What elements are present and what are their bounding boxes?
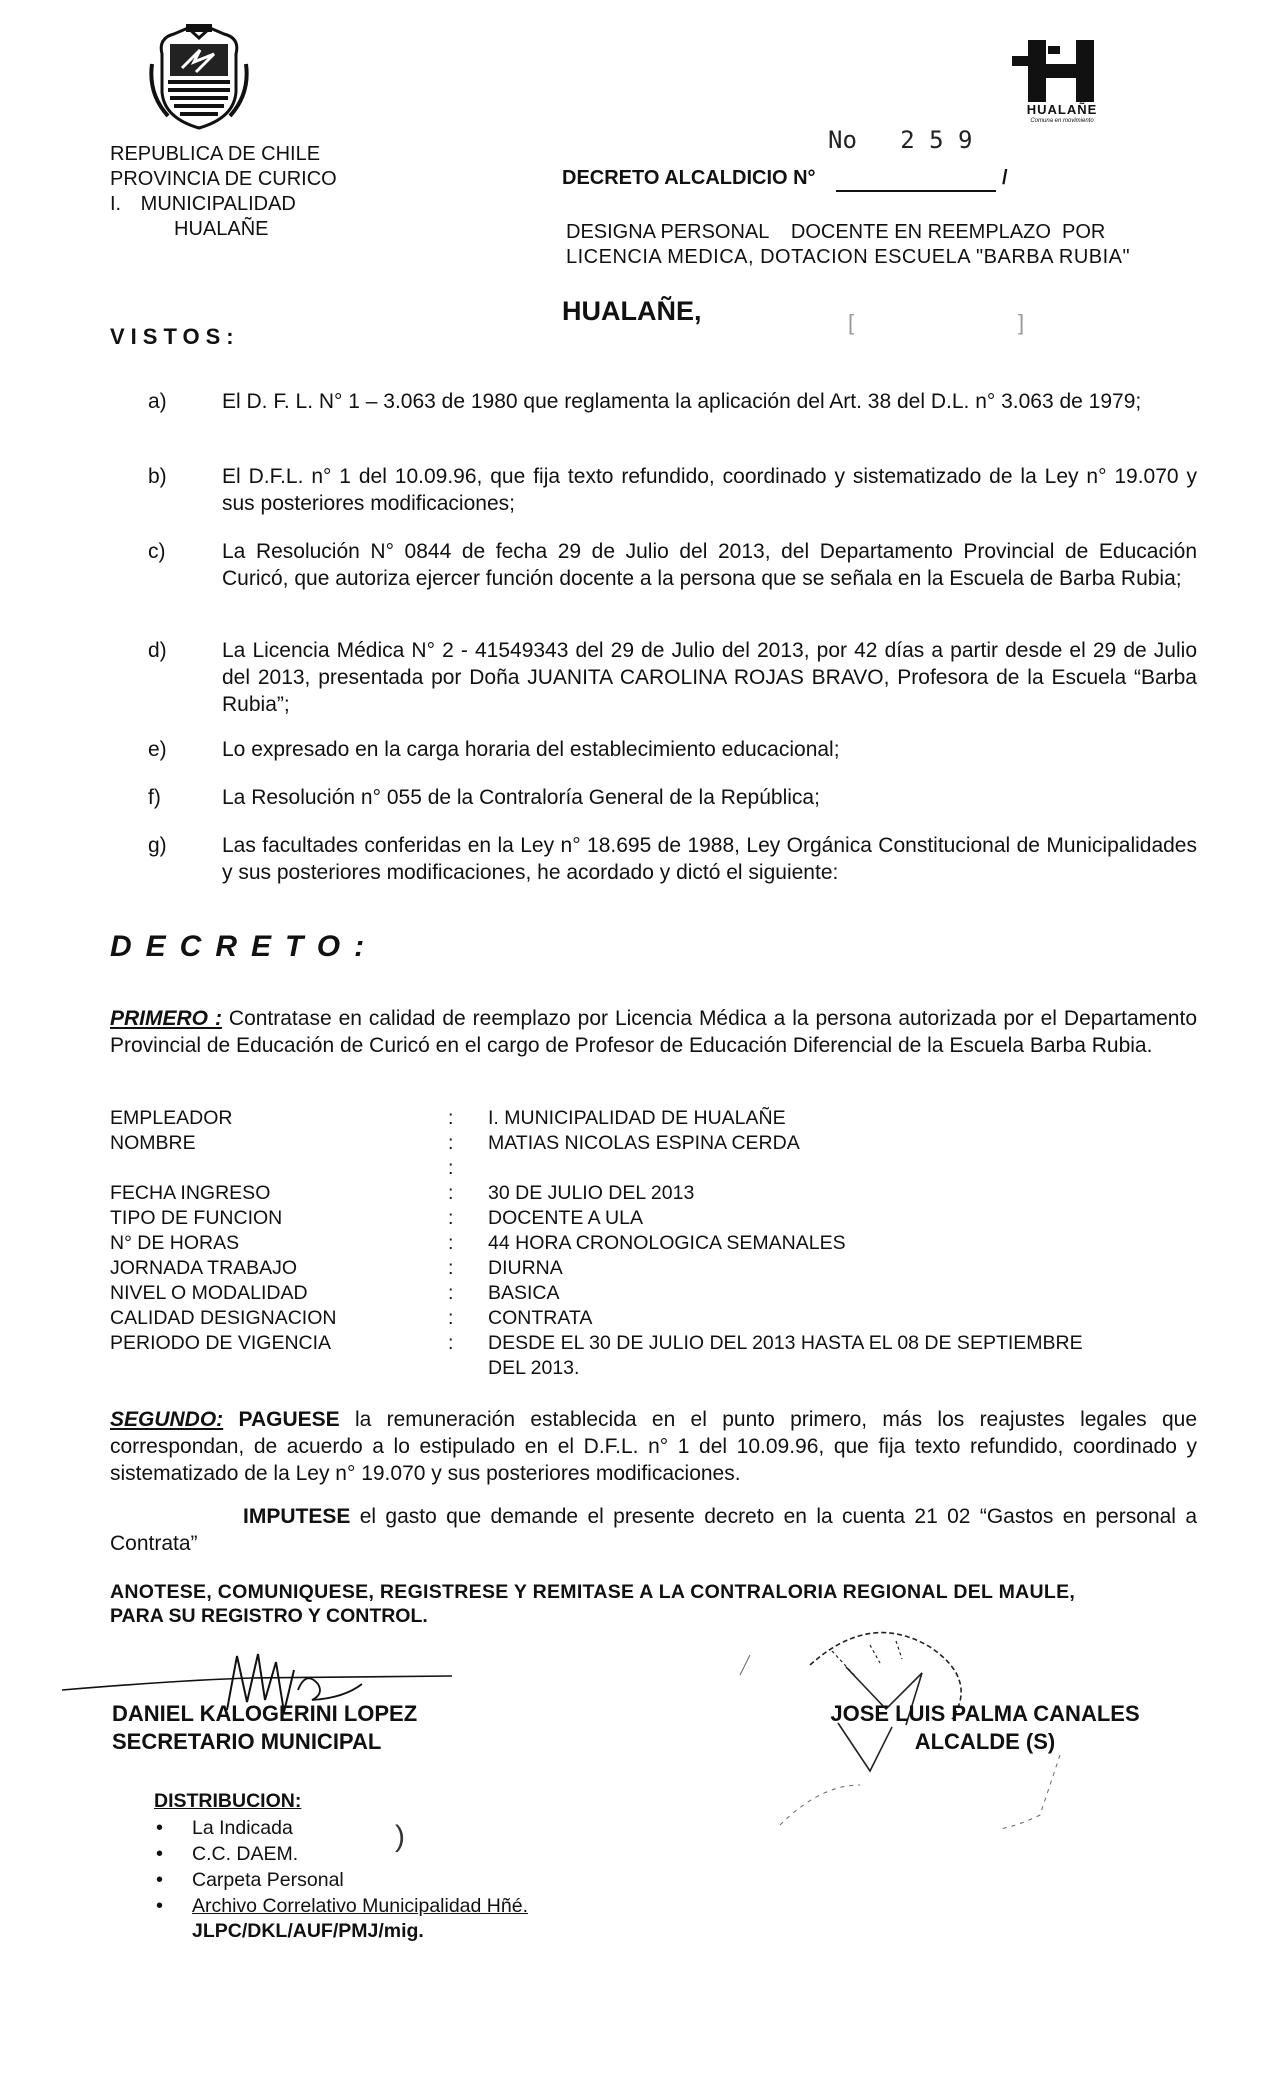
left-signer-block	[112, 1700, 417, 1756]
vistos-text-d: La Licencia Médica N° 2 - 41549343 del 29 de Julio del 2013, por 42 días a partir desde el 29 de Julio del 2013, presentada por Doña JUANITA CAROLINA ROJAS BRAVO, Profesora de la Escuela “Barba Rubia”;	[222, 639, 1197, 716]
bracket-mark: )	[395, 1820, 405, 1853]
logo-text: HUALAÑE	[1026, 102, 1098, 117]
segundo-paguese: PAGUESE	[223, 1408, 340, 1431]
place-heading: HUALAÑE,	[562, 296, 702, 326]
field-value: DOCENTE A ULA	[488, 1207, 643, 1229]
field-key: JORNADA TRABAJO	[110, 1257, 298, 1279]
field-value: DIURNA	[488, 1257, 563, 1279]
field-colon: :	[448, 1282, 454, 1304]
field-value: 30 DE JULIO DEL 2013	[488, 1182, 695, 1204]
field-key: TIPO DE FUNCION	[110, 1207, 283, 1229]
vistos-label-a: a)	[148, 390, 167, 413]
table-row	[110, 1281, 1210, 1306]
table-row	[110, 1231, 1210, 1256]
vistos-label-e: e)	[148, 738, 167, 761]
field-colon: :	[448, 1107, 454, 1129]
vistos-text-a: El D. F. L. N° 1 – 3.063 de 1980 que reglamenta la aplicación del Art. 38 del D.L. n° 3.063 de 1979;	[222, 390, 1142, 413]
field-value: 44 HORA CRONOLOGICA SEMANALES	[488, 1232, 846, 1254]
vistos-heading: VISTOS:	[110, 324, 240, 349]
field-colon: :	[448, 1157, 454, 1179]
header-left-block	[110, 142, 410, 242]
subject-line-2: LICENCIA MEDICA, DOTACION ESCUELA "BARBA RUBIA"	[566, 246, 1131, 268]
field-value: CONTRATA	[488, 1307, 593, 1329]
header-municipalidad: I. MUNICIPALIDAD	[110, 193, 296, 215]
vistos-label-d: d)	[148, 639, 167, 662]
vistos-label-b: b)	[148, 465, 167, 488]
right-signer-name: JOSE LUIS PALMA CANALES	[830, 1701, 1140, 1726]
header-hualane: HUALAÑE	[174, 218, 269, 240]
table-row	[110, 1331, 1210, 1356]
vistos-text-g: Las facultades conferidas en la Ley n° 18.695 de 1988, Ley Orgánica Constitucional de Municipalidades y sus posteriores modificaciones, he acordado y dictó el siguiente:	[222, 834, 1197, 884]
field-key: NIVEL O MODALIDAD	[110, 1282, 308, 1304]
field-value: DESDE EL 30 DE JULIO DEL 2013 HASTA EL 08 DE SEPTIEMBRE	[488, 1332, 1083, 1354]
vistos-label-g: g)	[148, 834, 167, 857]
vistos-text-c: La Resolución N° 0844 de fecha 29 de Julio del 2013, del Departamento Provincial de Educación Curicó, que autoriza ejercer función docente a la persona que se señala en la Escuela de Barba Rubia;	[222, 540, 1197, 590]
table-row	[110, 1106, 1210, 1131]
list-item: • Archivo Correlativo Municipalidad Hñé.	[154, 1893, 654, 1919]
table-row	[110, 1306, 1210, 1331]
field-colon: :	[448, 1332, 454, 1354]
field-value: BASICA	[488, 1282, 560, 1304]
anotese-line-1: ANOTESE, COMUNIQUESE, REGISTRESE Y REMITASE A LA CONTRALORIA REGIONAL DEL MAULE,	[110, 1581, 1076, 1603]
table-row	[110, 1356, 1210, 1381]
imputese-label: IMPUTESE	[243, 1505, 351, 1528]
field-key: NOMBRE	[110, 1132, 196, 1154]
vistos-text-f: La Resolución n° 055 de la Contraloría General de la República;	[222, 786, 820, 809]
decree-number-handwritten: No 2 5 9	[828, 126, 973, 154]
field-key: EMPLEADOR	[110, 1107, 233, 1129]
primero-label: PRIMERO :	[110, 1007, 222, 1030]
table-row	[110, 1181, 1210, 1206]
date-stamp-faint: [ ]	[848, 310, 1025, 335]
logo-tagline: Comuna en movimiento	[1030, 118, 1094, 124]
hualane-logo	[1012, 34, 1112, 134]
imputese-text: el gasto que demande el presente decreto en la cuenta 21 02 “Gastos en personal a Contrata”	[110, 1505, 1197, 1555]
segundo-label: SEGUNDO:	[110, 1408, 224, 1431]
left-signer-name: DANIEL KALOGERINI LOPEZ	[112, 1701, 418, 1726]
field-key: N° DE HORAS	[110, 1232, 240, 1254]
reference-initials: JLPC/DKL/AUF/PMJ/mig.	[192, 1920, 424, 1942]
primero-paragraph	[110, 1005, 1197, 1059]
field-value: I. MUNICIPALIDAD DE HUALAÑE	[488, 1107, 786, 1129]
field-key: PERIODO DE VIGENCIA	[110, 1332, 332, 1354]
vistos-text-e: Lo expresado en la carga horaria del establecimiento educacional;	[222, 738, 840, 761]
decree-subject	[566, 220, 1186, 270]
vistos-label-f: f)	[148, 786, 161, 809]
field-key: CALIDAD DESIGNACION	[110, 1307, 337, 1329]
right-signer-block	[770, 1700, 1200, 1756]
decree-number-line	[836, 190, 996, 192]
right-signer-title: ALCALDE (S)	[914, 1729, 1056, 1754]
list-item: • Carpeta Personal	[154, 1867, 654, 1893]
header-provincia: PROVINCIA DE CURICO	[110, 168, 337, 190]
table-row	[110, 1156, 1210, 1181]
decree-label: DECRETO ALCALDICIO N°	[562, 167, 816, 189]
decreto-heading: DECRETO:	[110, 930, 379, 963]
table-row	[110, 1256, 1210, 1281]
field-colon: :	[448, 1182, 454, 1204]
subject-line-1: DESIGNA PERSONAL DOCENTE EN REEMPLAZO POR	[566, 221, 1106, 243]
table-row	[110, 1206, 1210, 1231]
vistos-label-c: c)	[148, 540, 166, 563]
field-key: FECHA INGRESO	[110, 1182, 271, 1204]
municipal-coat-of-arms	[148, 24, 250, 132]
primero-text: Contratase en calidad de reemplazo por Licencia Médica a la persona autorizada por el Departamento Provincial de Educación de Curicó en el cargo de Profesor de Educación Diferencial de la Escuela Barba Rubia.	[110, 1007, 1197, 1057]
decree-slash: /	[1002, 167, 1008, 189]
anotese-line-2: PARA SU REGISTRO Y CONTROL.	[110, 1605, 428, 1627]
field-colon: :	[448, 1257, 454, 1279]
field-colon: :	[448, 1132, 454, 1154]
field-value: MATIAS NICOLAS ESPINA CERDA	[488, 1132, 800, 1154]
table-row	[110, 1131, 1210, 1156]
segundo-paragraph	[110, 1406, 1197, 1487]
list-item: • La Indicada	[154, 1815, 654, 1841]
distribucion-heading: DISTRIBUCION:	[154, 1790, 302, 1812]
header-republica: REPUBLICA DE CHILE	[110, 143, 321, 165]
field-colon: :	[448, 1307, 454, 1329]
field-colon: :	[448, 1232, 454, 1254]
segundo-text: la remuneración establecida en el punto primero, más los reajustes legales que correspondan, de acuerdo a lo estipulado en el D.F.L. n° 1 del 10.09.96, que fija texto refundido, coordinado y sistematizado de la Ley n° 19.070 y sus posteriores modificaciones.	[110, 1408, 1197, 1485]
imputese-paragraph	[110, 1503, 1197, 1557]
field-colon: :	[448, 1207, 454, 1229]
list-item: • C.C. DAEM.	[154, 1841, 654, 1867]
vistos-text-b: El D.F.L. n° 1 del 10.09.96, que fija texto refundido, coordinado y sistematizado de la Ley n° 19.070 y sus posteriores modificaciones;	[222, 465, 1197, 515]
left-signer-title: SECRETARIO MUNICIPAL	[112, 1729, 382, 1754]
periodo-continuation: DEL 2013.	[488, 1357, 580, 1379]
